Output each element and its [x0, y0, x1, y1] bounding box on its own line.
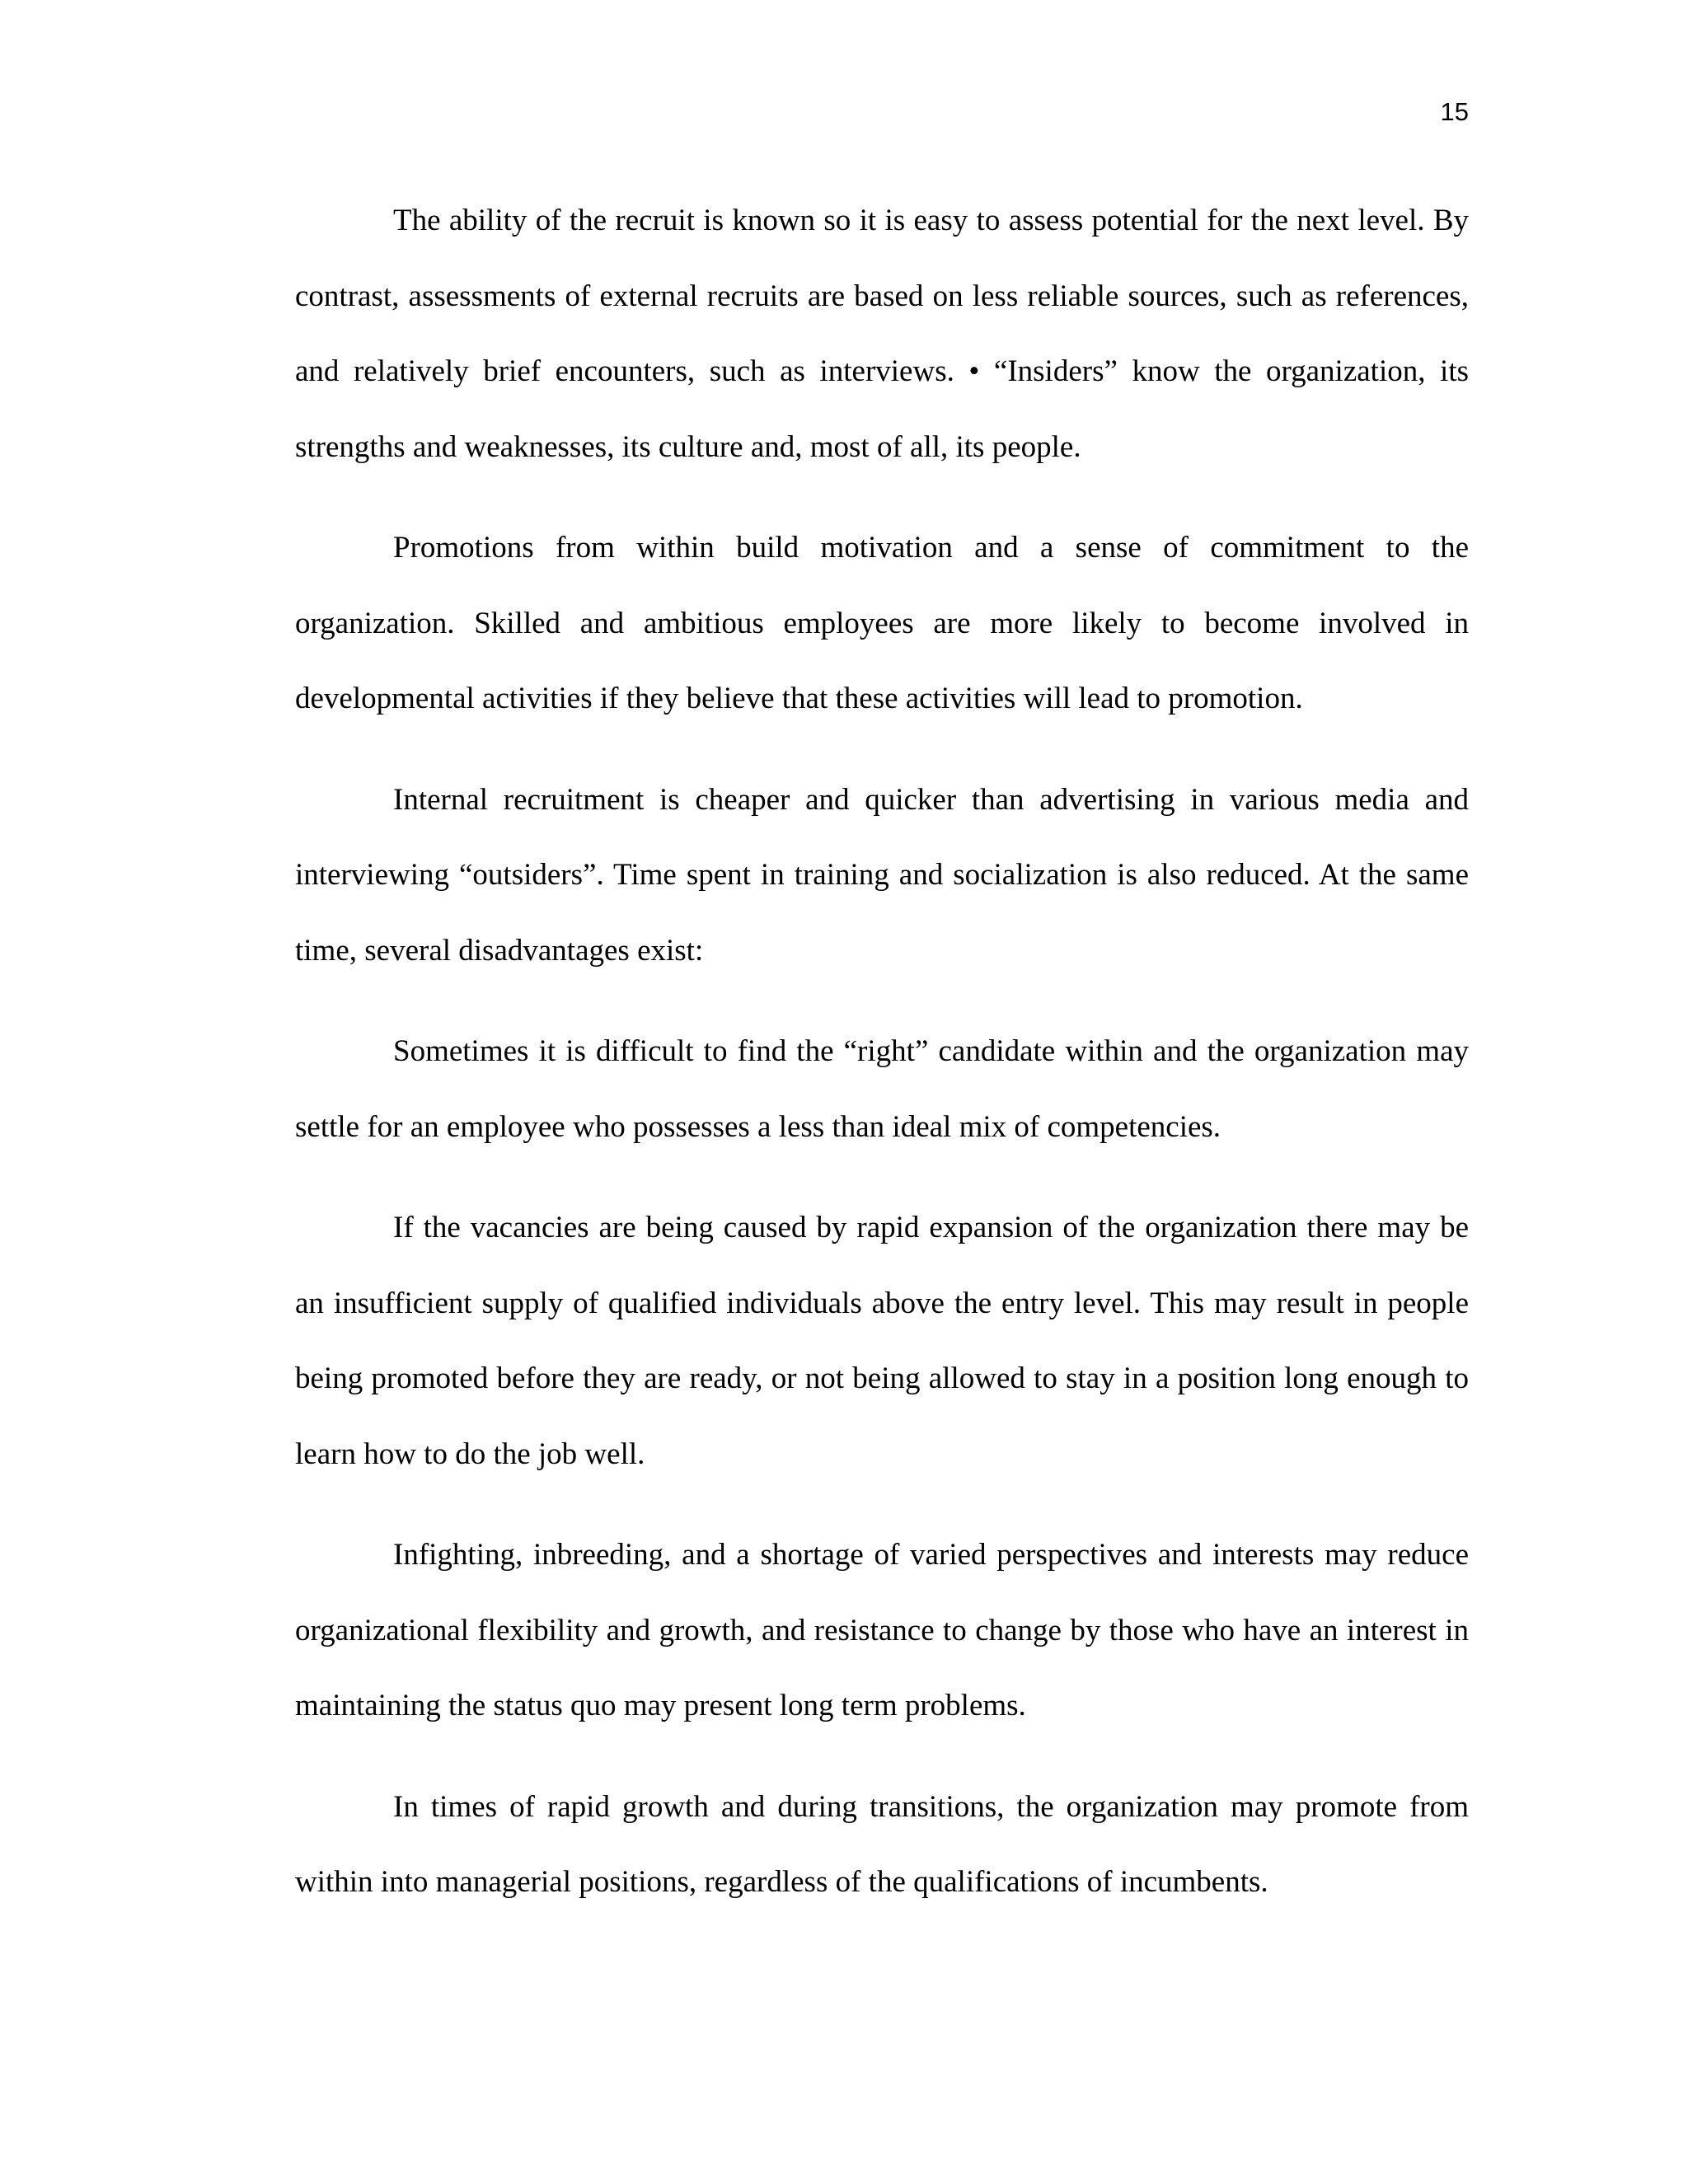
paragraph-rapid-growth: In times of rapid growth and during transitions, the organization may promote from within into managerial positions, regardless of the qualifications of incumbents. [295, 1789, 1469, 1899]
paragraph-promotions: Promotions from within build motivation and a sense of commitment to the organization. Skilled and ambitious employees are more likely to become involved in developmental activities if they believe that these activities will lead to promotion. [295, 531, 1469, 715]
paragraph-vacancies: If the vacancies are being caused by rapid expansion of the organization there may be an insufficient supply of qualified individuals above the entry level. This may result in people being promoted before they are ready, or not being allowed to stay in a position long enough to learn how to do the job well. [295, 1211, 1469, 1471]
paragraph-infighting: Infighting, inbreeding, and a shortage of varied perspectives and interests may reduce organizational flexibility and growth, and resistance to change by those who have an interest in maintaining the status quo may present long term problems. [295, 1538, 1469, 1722]
paragraph-internal-recruitment: Internal recruitment is cheaper and quicker than advertising in various media and interviewing “outsiders”. Time spent in training and socialization is also reduced. At the same time, several disadvantages exist: [295, 782, 1469, 968]
paragraph-insiders: The ability of the recruit is known so it is easy to assess potential for the next level. By contrast, assessments of external recruits are based on less reliable sources, such as references, and relatively brief encounters, such as interviews. • “Insiders” know the organization, its strengths and weaknesses, its culture and, most of all, its people. [295, 204, 1469, 464]
body-text [295, 183, 1469, 1946]
paragraph-right-candidate: Sometimes it is difficult to find the “right” candidate within and the organization may settle for an employee who possesses a less than ideal mix of competencies. [295, 1034, 1469, 1144]
page-number: 15 [1440, 97, 1469, 126]
